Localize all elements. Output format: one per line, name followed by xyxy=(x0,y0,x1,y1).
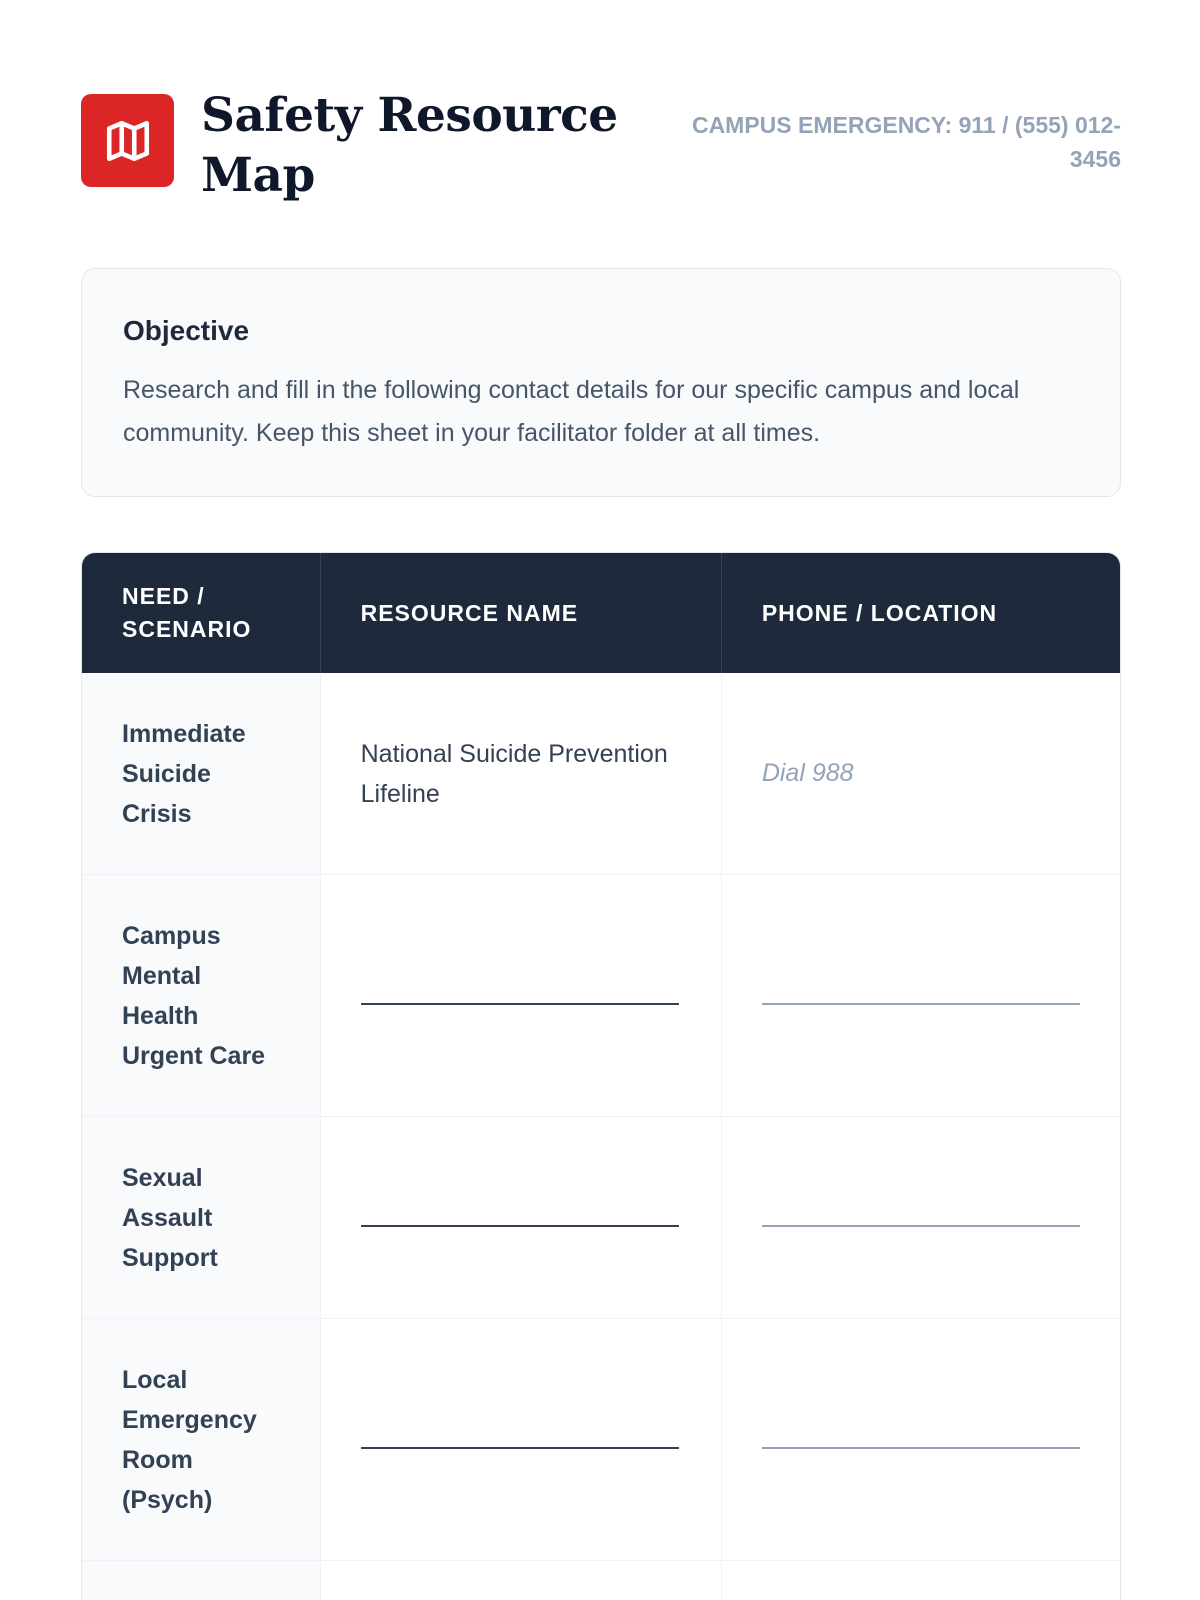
phone-blank[interactable] xyxy=(722,1319,1120,1560)
resource-cell xyxy=(321,1561,722,1600)
resource-blank[interactable] xyxy=(321,875,722,1116)
column-header-need: NEED / SCENARIO xyxy=(82,553,321,673)
page-header xyxy=(81,86,1121,206)
resource-cell: National Suicide Prevention Lifeline xyxy=(321,673,722,874)
table-row xyxy=(82,1117,1120,1319)
phone-blank[interactable] xyxy=(722,875,1120,1116)
objective-text: Research and fill in the following contact details for our specific campus and local community. Keep this sheet in your facilitator folder at all times. xyxy=(123,376,1020,447)
page-title: Safety Resource Map xyxy=(201,88,618,203)
need-cell: Campus Mental Health Urgent Care xyxy=(82,875,321,1116)
table-row xyxy=(82,875,1120,1117)
table-row xyxy=(82,1561,1120,1600)
objective-card xyxy=(81,268,1121,497)
table-header xyxy=(82,553,1120,673)
need-cell: Immediate Suicide Crisis xyxy=(82,673,321,874)
map-icon xyxy=(103,116,153,166)
phone-cell: Dial 988 xyxy=(761,759,854,787)
resource-blank-line xyxy=(361,1001,679,1005)
resource-blank[interactable] xyxy=(321,1117,722,1318)
phone-blank-line xyxy=(762,1223,1080,1227)
column-header-resource: RESOURCE NAME xyxy=(321,553,722,673)
phone-cell xyxy=(722,1561,1120,1600)
resource-blank-line xyxy=(361,1223,679,1227)
phone-blank-line xyxy=(762,1001,1080,1005)
phone-blank[interactable] xyxy=(722,1117,1120,1318)
emergency-contact: CAMPUS EMERGENCY: 911 / (555) 012-3456 xyxy=(691,112,1121,172)
resource-table xyxy=(81,552,1121,1600)
need-cell xyxy=(82,1561,321,1600)
phone-blank-line xyxy=(762,1445,1080,1449)
need-cell: Local Emergency Room (Psych) xyxy=(82,1319,321,1560)
map-logo xyxy=(81,94,174,187)
table-row xyxy=(82,1319,1120,1561)
table-row xyxy=(82,673,1120,875)
need-cell: Sexual Assault Support xyxy=(82,1117,321,1318)
objective-heading: Objective xyxy=(123,315,250,346)
column-header-phone: PHONE / LOCATION xyxy=(761,599,998,626)
resource-blank[interactable] xyxy=(321,1319,722,1560)
resource-blank-line xyxy=(361,1445,679,1449)
